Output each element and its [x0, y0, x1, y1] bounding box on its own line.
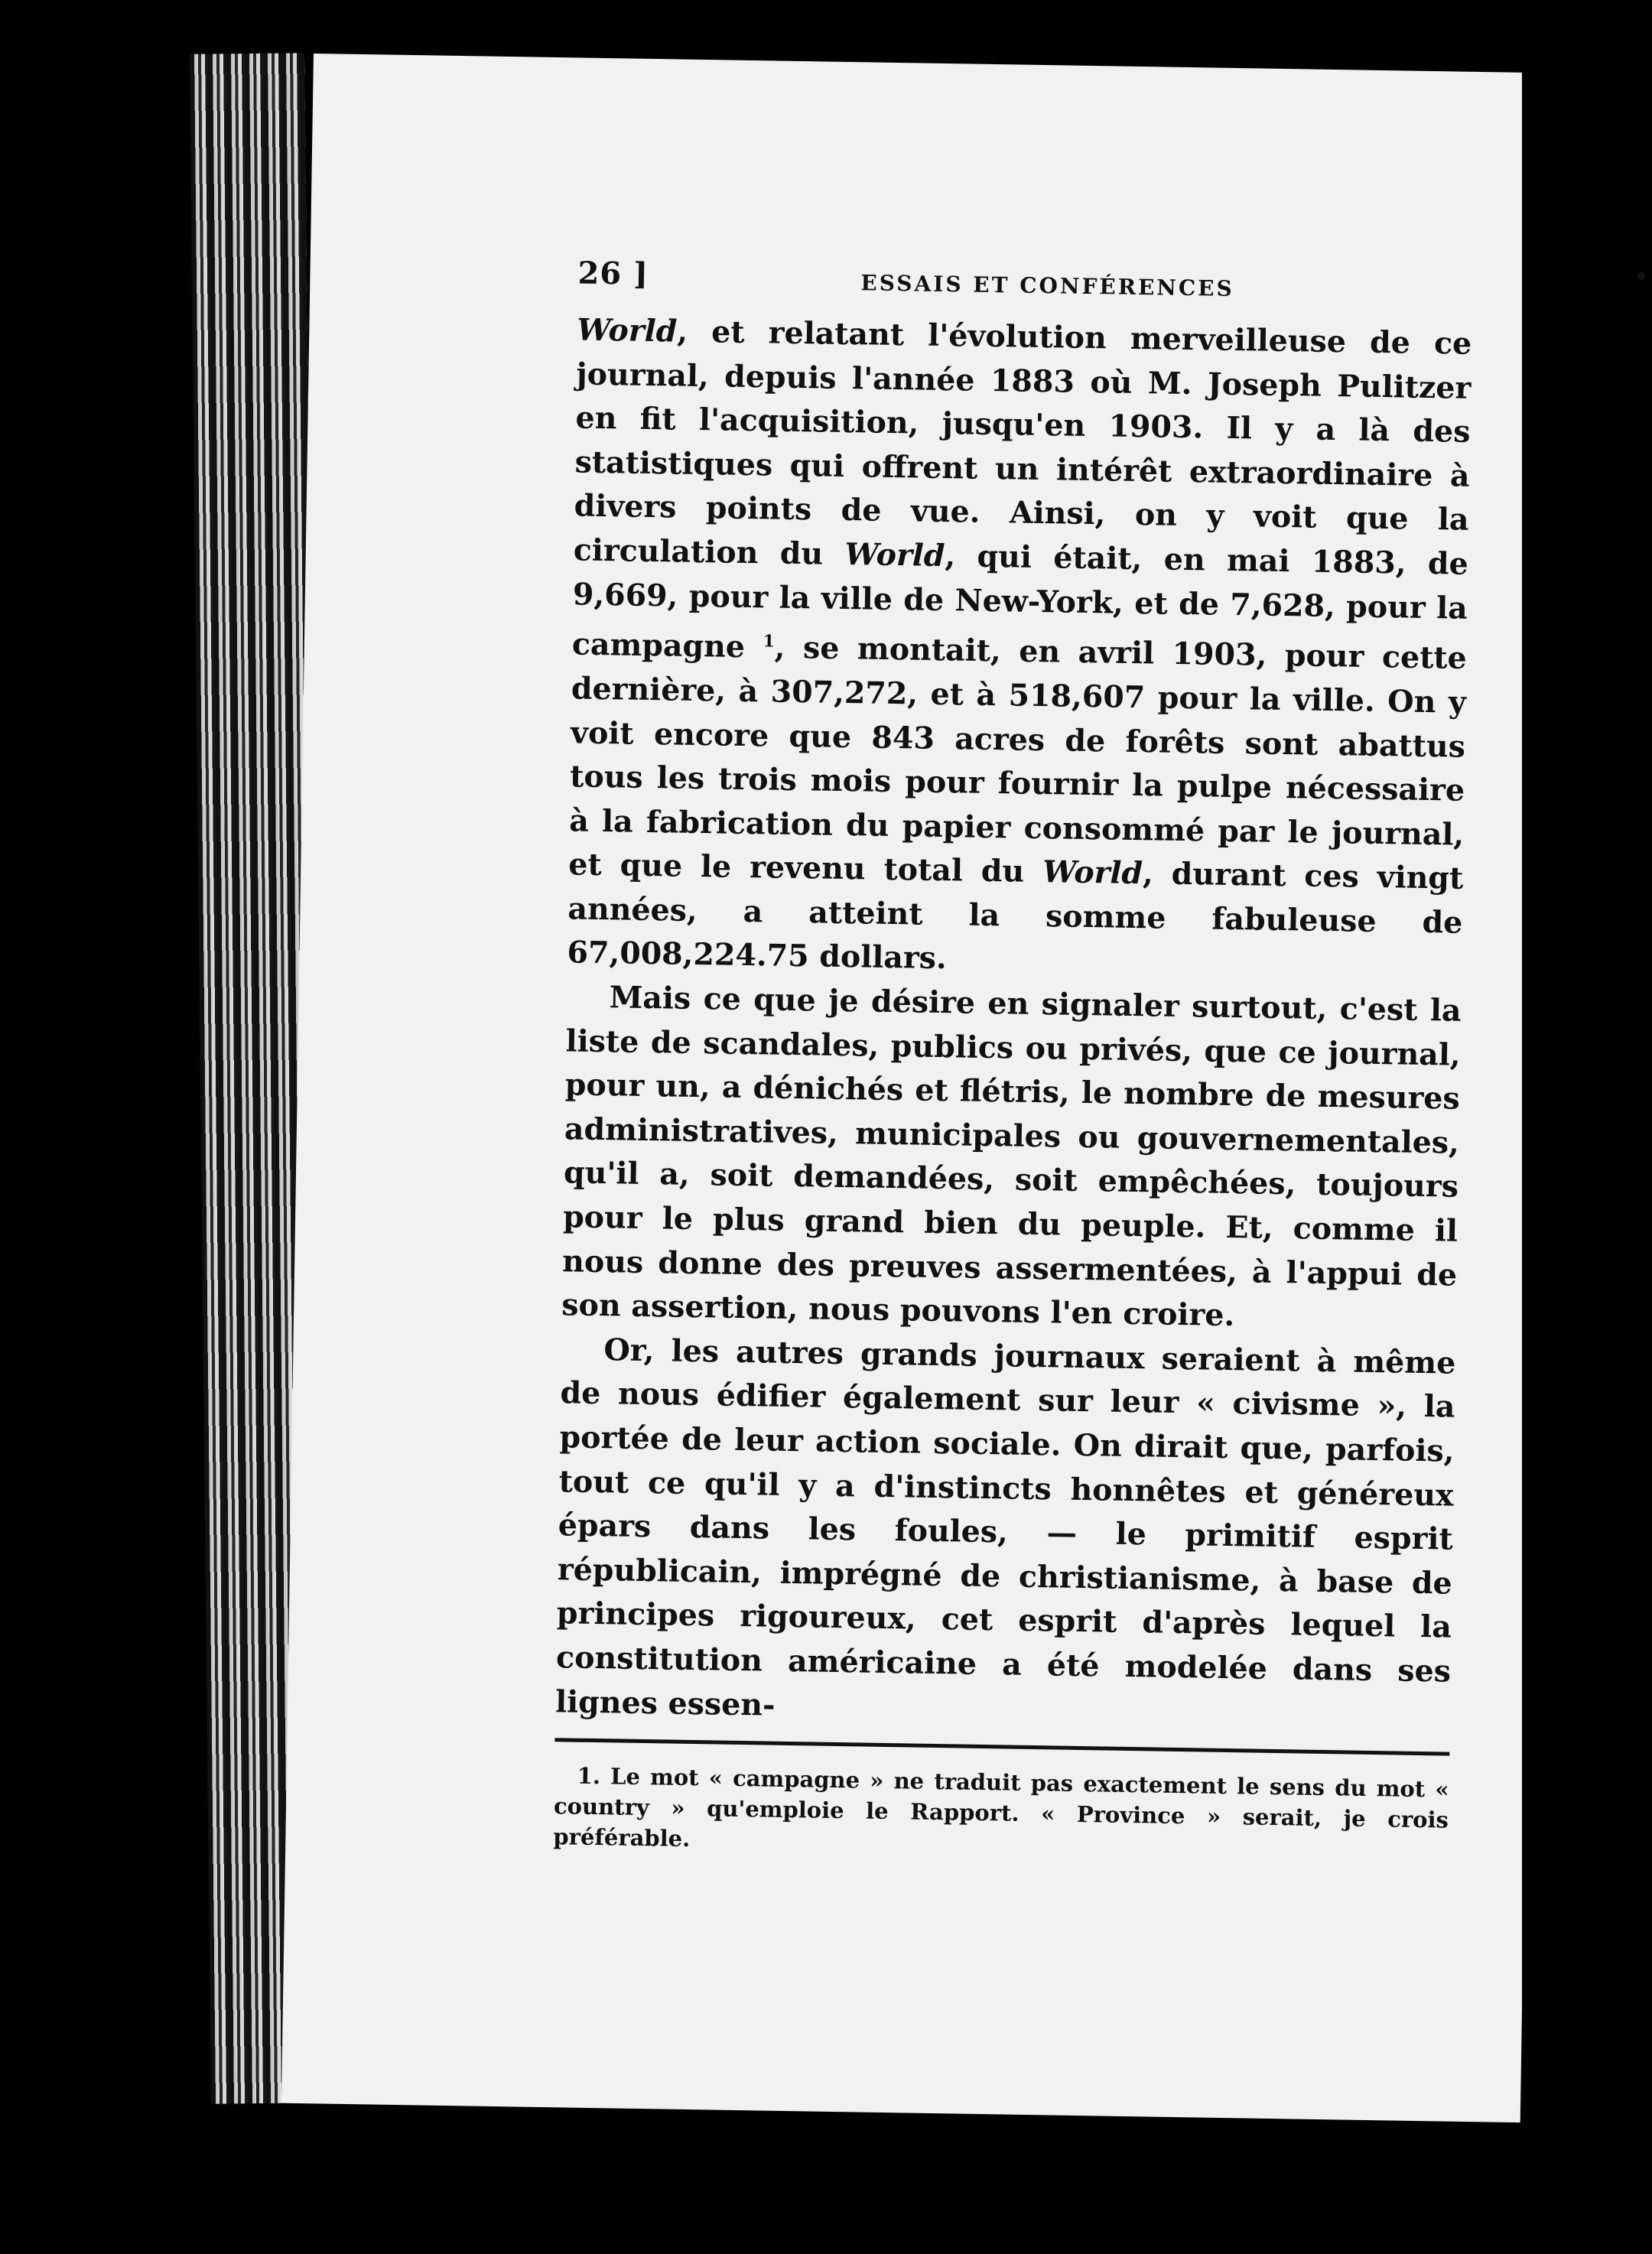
- margin-mark: •: [1634, 264, 1649, 291]
- italic-title-world: World: [1042, 854, 1143, 892]
- running-title: ESSAIS ET CONFÉRENCES: [860, 270, 1235, 301]
- italic-title-world: World: [577, 312, 678, 350]
- page-number: 26 ]: [577, 255, 649, 292]
- body-text: [555, 308, 1472, 1738]
- paragraph-1-part-b: , qui était, en mai 1883, de 9,669, pour la ville de New-York, et de 7,628, pour la campagne: [571, 538, 1469, 665]
- paragraph-1: [567, 308, 1472, 989]
- paragraph-1-part-c: , se montait, en avril 1903, pour cette dernière, à 307,272, et à 518,607 pour la ville. On y voit encore que 843 acres de forêts sont abattus tous les trois mois pour fournir la pulpe nécessaire à la fabrication du papier consommé par le journal, et que le revenu total du: [568, 629, 1468, 890]
- italic-title-world: World: [844, 536, 945, 574]
- paragraph-2: Mais ce que je désire en signaler surtout, c'est la liste de scandales, publics ou privés, que ce journal, pour un, a dénichés et flétris, le nombre de mesures administratives, municipales ou gouvernementales, qu'il a, soit demandées, soit empêchées, toujours pour le plus grand bien du peuple. Et, comme il nous donne des preuves assermentées, à l'appui de son assertion, nous pouvons l'en croire.: [561, 980, 1462, 1334]
- page-surface: [281, 54, 1649, 2122]
- right-dark-margin: [1522, 0, 1557, 2254]
- footnote-rule: [554, 1738, 1449, 1755]
- paragraph-1-part-a: , et relatant l'évolution merveilleuse de ce journal, depuis l'année 1883 où M. Joseph Pulitzer en fit l'acquisition, jusqu'en 1903. Il y a là des statistiques qui offrent un intérêt extraordinaire à divers points de vue. Ainsi, on y voit que la circulation du: [573, 314, 1472, 572]
- footnote-reference: 1: [763, 632, 776, 652]
- paragraph-3: Or, les autres grands journaux seraient à même de nous édifier également sur leur « civisme », la portée de leur action sociale. On dirait que, parfois, tout ce qu'il y a d'instincts honnêtes et généreux épars dans les foules, — le primitif esprit républicain, imprégné de christianisme, à base de principes rigoureux, cet esprit d'après lequel la constitution américaine a été modelée dans ses lignes essen-: [554, 1332, 1456, 1723]
- footnote: 1. Le mot « campagne » ne traduit pas exactement le sens du mot « country » qu'emploie le Rapport. « Province » serait, je crois préférable.: [553, 1762, 1449, 1852]
- paragraph-1-part-d: , durant ces vingt années, a atteint la somme fabuleuse de 67,008,224.75 dollars.: [567, 856, 1464, 977]
- page-content: [553, 255, 1649, 1865]
